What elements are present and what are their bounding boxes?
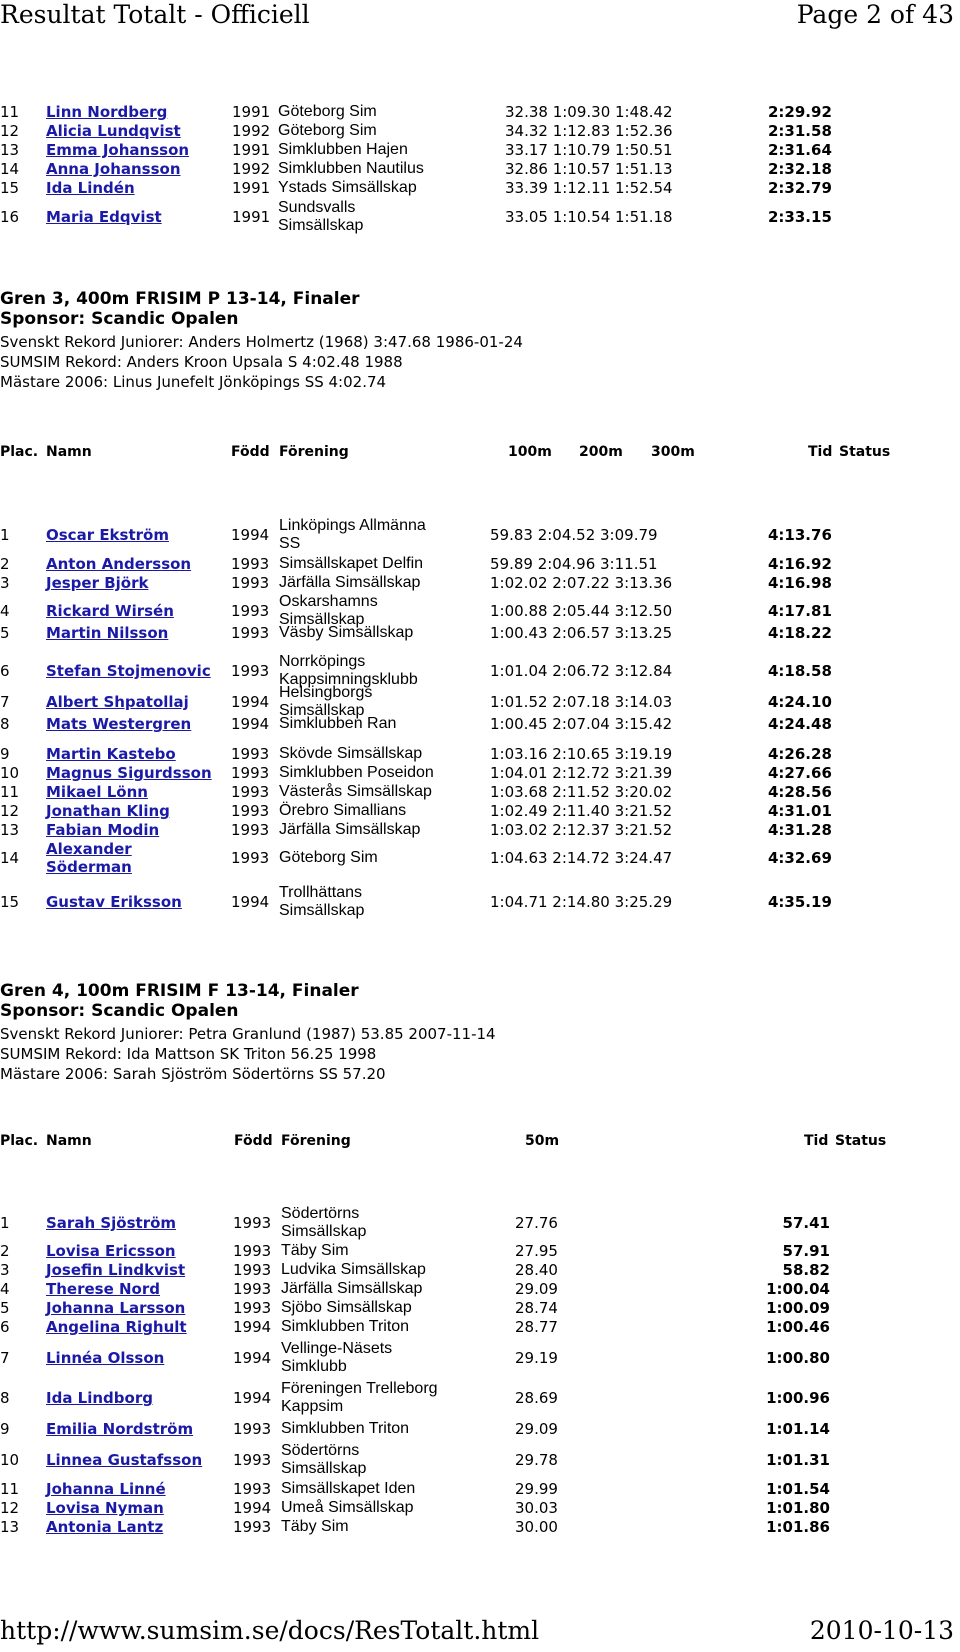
result-row bbox=[0, 1380, 960, 1416]
split-times: 27.76 bbox=[515, 1214, 558, 1232]
club-name: Södertörns bbox=[281, 1205, 360, 1222]
col-300m: 300m bbox=[651, 444, 695, 460]
club-name-line2: Simsällskap bbox=[278, 217, 364, 234]
result-row bbox=[0, 179, 960, 197]
result-row bbox=[0, 1280, 960, 1298]
result-row bbox=[0, 1420, 960, 1438]
result-row bbox=[0, 1299, 960, 1317]
split-times: 27.95 bbox=[515, 1242, 558, 1260]
split-times: 1:03.68 2:11.52 3:20.02 bbox=[490, 783, 673, 801]
result-row bbox=[0, 1242, 960, 1260]
final-time: 4:31.28 bbox=[768, 821, 832, 839]
final-time: 57.41 bbox=[782, 1214, 830, 1232]
result-row bbox=[0, 884, 960, 920]
event-3-sponsor: Sponsor: Scandic Opalen bbox=[0, 309, 239, 329]
athlete-name-link[interactable]: Jesper Björk bbox=[46, 574, 149, 592]
placement: 6 bbox=[0, 662, 10, 680]
birth-year: 1994 bbox=[233, 1318, 272, 1336]
final-time: 2:31.64 bbox=[768, 141, 832, 159]
split-times: 1:00.43 2:06.57 3:13.25 bbox=[490, 624, 673, 642]
birth-year: 1993 bbox=[233, 1518, 272, 1536]
event-4-title: Gren 4, 100m FRISIM F 13-14, Finaler bbox=[0, 981, 359, 1001]
result-row bbox=[0, 802, 960, 820]
placement: 12 bbox=[0, 1499, 20, 1517]
placement: 1 bbox=[0, 526, 10, 544]
final-time: 4:16.98 bbox=[768, 574, 832, 592]
placement: 15 bbox=[0, 893, 20, 911]
birth-year: 1993 bbox=[233, 1214, 272, 1232]
club-name: Göteborg Sim bbox=[278, 103, 377, 120]
split-times: 28.77 bbox=[515, 1318, 558, 1336]
club-name: Järfälla Simsällskap bbox=[281, 1280, 423, 1297]
placement: 15 bbox=[0, 179, 20, 197]
final-time: 1:01.80 bbox=[766, 1499, 830, 1517]
club-name: Ludvika Simsällskap bbox=[281, 1261, 426, 1278]
birth-year: 1993 bbox=[233, 1451, 272, 1469]
placement: 2 bbox=[0, 555, 10, 573]
col-year: Född bbox=[234, 1133, 273, 1149]
split-times: 1:04.63 2:14.72 3:24.47 bbox=[490, 849, 673, 867]
placement: 13 bbox=[0, 141, 20, 159]
club-name: Södertörns bbox=[281, 1442, 360, 1459]
athlete-name-link[interactable]: Linn Nordberg bbox=[46, 103, 168, 121]
col-status: Status bbox=[839, 444, 891, 460]
final-time: 4:16.92 bbox=[768, 555, 832, 573]
col-time: Tid bbox=[808, 444, 833, 460]
birth-year: 1994 bbox=[233, 1389, 272, 1407]
result-row bbox=[0, 1518, 960, 1536]
club-name: Täby Sim bbox=[281, 1518, 349, 1535]
final-time: 4:17.81 bbox=[768, 602, 832, 620]
birth-year: 1994 bbox=[231, 693, 270, 711]
split-times: 34.32 1:12.83 1:52.36 bbox=[505, 122, 673, 140]
placement: 12 bbox=[0, 122, 20, 140]
placement: 13 bbox=[0, 821, 20, 839]
final-time: 57.91 bbox=[782, 1242, 830, 1260]
placement: 14 bbox=[0, 849, 20, 867]
split-times: 28.40 bbox=[515, 1261, 558, 1279]
placement: 12 bbox=[0, 802, 20, 820]
athlete-name-link[interactable]: Emma Johansson bbox=[46, 141, 190, 159]
club-name-line2: Simsällskap bbox=[281, 1460, 367, 1477]
col-100m: 100m bbox=[508, 444, 552, 460]
split-times: 1:00.45 2:07.04 3:15.42 bbox=[490, 715, 673, 733]
result-row bbox=[0, 624, 960, 642]
birth-year: 1991 bbox=[232, 208, 271, 226]
birth-year: 1993 bbox=[231, 764, 270, 782]
col-club: Förening bbox=[281, 1133, 351, 1149]
athlete-name-link[interactable]: Martin Nilsson bbox=[46, 624, 169, 642]
birth-year: 1992 bbox=[232, 160, 271, 178]
athlete-name-link[interactable]: Maria Edqvist bbox=[46, 208, 162, 226]
placement: 1 bbox=[0, 1214, 10, 1232]
athlete-name-link[interactable]: Johanna Larsson bbox=[46, 1299, 186, 1317]
page-title: Resultat Totalt - Officiell bbox=[0, 0, 310, 29]
club-name: Helsingborgs bbox=[279, 684, 373, 701]
final-time: 2:31.58 bbox=[768, 122, 832, 140]
split-times: 30.00 bbox=[515, 1518, 558, 1536]
result-row bbox=[0, 1480, 960, 1498]
athlete-name-link[interactable]: Martin Kastebo bbox=[46, 745, 176, 763]
club-name: Sundsvalls bbox=[278, 199, 356, 216]
event-3-sumsim-record: SUMSIM Rekord: Anders Kroon Upsala S 4:02.48 1988 bbox=[0, 353, 403, 371]
birth-year: 1993 bbox=[233, 1299, 272, 1317]
result-row bbox=[0, 1499, 960, 1517]
result-row bbox=[0, 1340, 960, 1376]
col-year: Född bbox=[231, 444, 270, 460]
result-row bbox=[0, 1205, 960, 1241]
birth-year: 1993 bbox=[233, 1480, 272, 1498]
placement: 4 bbox=[0, 1280, 10, 1298]
split-times: 1:03.02 2:12.37 3:21.52 bbox=[490, 821, 673, 839]
birth-year: 1994 bbox=[233, 1499, 272, 1517]
final-time: 4:35.19 bbox=[768, 893, 832, 911]
final-time: 2:32.79 bbox=[768, 179, 832, 197]
club-name: Ystads Simsällskap bbox=[278, 179, 417, 196]
final-time: 1:00.96 bbox=[766, 1389, 830, 1407]
club-name: Skövde Simsällskap bbox=[279, 745, 423, 762]
final-time: 4:13.76 bbox=[768, 526, 832, 544]
club-name: Norrköpings bbox=[279, 653, 366, 670]
birth-year: 1994 bbox=[231, 715, 270, 733]
placement: 8 bbox=[0, 1389, 10, 1407]
athlete-name-link[interactable]: Ida Lindén bbox=[46, 179, 135, 197]
split-times: 32.38 1:09.30 1:48.42 bbox=[505, 103, 673, 121]
placement: 14 bbox=[0, 160, 20, 178]
page-number: Page 2 of 43 bbox=[796, 0, 954, 29]
event-4-junior-record: Svenskt Rekord Juniorer: Petra Granlund (1987) 53.85 2007-11-14 bbox=[0, 1025, 496, 1043]
split-times: 32.86 1:10.57 1:51.13 bbox=[505, 160, 673, 178]
placement: 4 bbox=[0, 602, 10, 620]
result-row bbox=[0, 199, 960, 235]
split-times: 1:02.02 2:07.22 3:13.36 bbox=[490, 574, 673, 592]
birth-year: 1993 bbox=[231, 624, 270, 642]
birth-year: 1991 bbox=[232, 141, 271, 159]
club-name-line2: Simsällskap bbox=[279, 702, 365, 719]
athlete-name-link[interactable]: Albert Shpatollaj bbox=[46, 693, 189, 711]
club-name: Trollhättans bbox=[279, 884, 362, 901]
split-times: 1:03.16 2:10.65 3:19.19 bbox=[490, 745, 673, 763]
split-times: 1:04.01 2:12.72 3:21.39 bbox=[490, 764, 673, 782]
result-row bbox=[0, 1261, 960, 1279]
result-row bbox=[0, 764, 960, 782]
birth-year: 1994 bbox=[233, 1349, 272, 1367]
club-name: Göteborg Sim bbox=[279, 849, 378, 866]
final-time: 2:32.18 bbox=[768, 160, 832, 178]
club-name-line2: Simsällskap bbox=[279, 611, 365, 628]
placement: 7 bbox=[0, 1349, 10, 1367]
final-time: 1:01.31 bbox=[766, 1451, 830, 1469]
split-times: 1:00.88 2:05.44 3:12.50 bbox=[490, 602, 673, 620]
club-name: Simklubben Poseidon bbox=[279, 764, 434, 781]
event-4-sumsim-record: SUMSIM Rekord: Ida Mattson SK Triton 56.25 1998 bbox=[0, 1045, 377, 1063]
club-name: Täby Sim bbox=[281, 1242, 349, 1259]
athlete-name-link[interactable]: Jonathan Kling bbox=[46, 802, 170, 820]
club-name-line2: Simklubb bbox=[281, 1358, 347, 1375]
club-name: Umeå Simsällskap bbox=[281, 1499, 414, 1516]
placement: 10 bbox=[0, 1451, 20, 1469]
final-time: 1:00.80 bbox=[766, 1349, 830, 1367]
birth-year: 1993 bbox=[233, 1280, 272, 1298]
split-times: 33.05 1:10.54 1:51.18 bbox=[505, 208, 673, 226]
athlete-name-link-line2[interactable]: Söderman bbox=[46, 858, 132, 876]
club-name: Väsby Simsällskap bbox=[279, 624, 414, 641]
athlete-name-link[interactable]: Lovisa Ericsson bbox=[46, 1242, 176, 1260]
club-name: Simsällskapet Iden bbox=[281, 1480, 416, 1497]
club-name: Göteborg Sim bbox=[278, 122, 377, 139]
placement: 9 bbox=[0, 1420, 10, 1438]
final-time: 1:00.04 bbox=[766, 1280, 830, 1298]
result-row bbox=[0, 1442, 960, 1478]
result-row bbox=[0, 783, 960, 801]
final-time: 58.82 bbox=[782, 1261, 830, 1279]
birth-year: 1993 bbox=[231, 662, 270, 680]
athlete-name-link[interactable]: Mats Westergren bbox=[46, 715, 192, 733]
club-name: Simklubben Nautilus bbox=[278, 160, 424, 177]
birth-year: 1994 bbox=[231, 526, 270, 544]
split-times: 28.74 bbox=[515, 1299, 558, 1317]
athlete-name-link[interactable]: Rickard Wirsén bbox=[46, 602, 174, 620]
final-time: 4:32.69 bbox=[768, 849, 832, 867]
athlete-name-link[interactable]: Anton Andersson bbox=[46, 555, 192, 573]
placement: 11 bbox=[0, 1480, 20, 1498]
placement: 3 bbox=[0, 1261, 10, 1279]
athlete-name-link[interactable]: Gustav Eriksson bbox=[46, 893, 182, 911]
club-name-line2: Simsällskap bbox=[281, 1223, 367, 1240]
result-row bbox=[0, 103, 960, 121]
final-time: 4:31.01 bbox=[768, 802, 832, 820]
col-time: Tid bbox=[804, 1133, 829, 1149]
event-4-champion: Mästare 2006: Sarah Sjöström Södertörns SS 57.20 bbox=[0, 1065, 386, 1083]
club-name: Simklubben Triton bbox=[281, 1420, 410, 1437]
club-name-line2: Kappsimningsklubb bbox=[279, 671, 418, 688]
result-row bbox=[0, 574, 960, 592]
col-200m: 200m bbox=[579, 444, 623, 460]
split-times: 59.83 2:04.52 3:09.79 bbox=[490, 526, 658, 544]
athlete-name-link[interactable]: Antonia Lantz bbox=[46, 1518, 164, 1536]
final-time: 1:01.54 bbox=[766, 1480, 830, 1498]
col-status: Status bbox=[835, 1133, 887, 1149]
split-times: 29.09 bbox=[515, 1420, 558, 1438]
event-3-champion: Mästare 2006: Linus Junefelt Jönköpings SS 4:02.74 bbox=[0, 373, 387, 391]
result-row bbox=[0, 517, 960, 553]
club-name: Simklubben Triton bbox=[281, 1318, 410, 1335]
split-times: 29.09 bbox=[515, 1280, 558, 1298]
athlete-name-link[interactable]: Johanna Linné bbox=[46, 1480, 166, 1498]
athlete-name-link[interactable]: Emilia Nordström bbox=[46, 1420, 194, 1438]
placement: 8 bbox=[0, 715, 10, 733]
birth-year: 1993 bbox=[231, 802, 270, 820]
athlete-name-link[interactable]: Ida Lindborg bbox=[46, 1389, 153, 1407]
birth-year: 1992 bbox=[232, 122, 271, 140]
athlete-name-link[interactable]: Magnus Sigurdsson bbox=[46, 764, 212, 782]
result-row bbox=[0, 160, 960, 178]
club-name: Örebro Simallians bbox=[279, 802, 407, 819]
birth-year: 1993 bbox=[233, 1261, 272, 1279]
placement: 6 bbox=[0, 1318, 10, 1336]
result-row bbox=[0, 821, 960, 839]
club-name: Järfälla Simsällskap bbox=[279, 574, 421, 591]
col-plac: Plac. bbox=[0, 1133, 39, 1149]
birth-year: 1993 bbox=[231, 574, 270, 592]
result-row bbox=[0, 1318, 960, 1336]
split-times: 1:04.71 2:14.80 3:25.29 bbox=[490, 893, 673, 911]
athlete-name-link[interactable]: Mikael Lönn bbox=[46, 783, 148, 801]
athlete-name-link[interactable]: Angelina Righult bbox=[46, 1318, 187, 1336]
club-name: Linköpings Allmänna bbox=[279, 517, 426, 534]
placement: 11 bbox=[0, 103, 20, 121]
col-club: Förening bbox=[279, 444, 349, 460]
athlete-name-link[interactable]: Fabian Modin bbox=[46, 821, 160, 839]
final-time: 1:00.46 bbox=[766, 1318, 830, 1336]
birth-year: 1993 bbox=[231, 783, 270, 801]
placement: 5 bbox=[0, 1299, 10, 1317]
placement: 5 bbox=[0, 624, 10, 642]
final-time: 4:28.56 bbox=[768, 783, 832, 801]
placement: 7 bbox=[0, 693, 10, 711]
birth-year: 1993 bbox=[233, 1242, 272, 1260]
event-3-junior-record: Svenskt Rekord Juniorer: Anders Holmertz (1968) 3:47.68 1986-01-24 bbox=[0, 333, 523, 351]
split-times: 1:01.52 2:07.18 3:14.03 bbox=[490, 693, 673, 711]
birth-year: 1991 bbox=[232, 179, 271, 197]
result-row bbox=[0, 141, 960, 159]
athlete-name-link[interactable]: Alicia Lundqvist bbox=[46, 122, 181, 140]
placement: 2 bbox=[0, 1242, 10, 1260]
placement: 16 bbox=[0, 208, 20, 226]
result-row bbox=[0, 745, 960, 763]
club-name-line2: Kappsim bbox=[281, 1398, 344, 1415]
split-times: 33.17 1:10.79 1:50.51 bbox=[505, 141, 673, 159]
footer-url: http://www.sumsim.se/docs/ResTotalt.html bbox=[0, 1616, 540, 1645]
final-time: 4:26.28 bbox=[768, 745, 832, 763]
club-name: Järfälla Simsällskap bbox=[279, 821, 421, 838]
result-row bbox=[0, 122, 960, 140]
birth-year: 1993 bbox=[231, 745, 270, 763]
placement: 10 bbox=[0, 764, 20, 782]
athlete-name-link[interactable]: Oscar Ekström bbox=[46, 526, 169, 544]
club-name: Föreningen Trelleborg bbox=[281, 1380, 438, 1397]
athlete-name-link[interactable]: Josefin Lindkvist bbox=[46, 1261, 186, 1279]
birth-year: 1993 bbox=[231, 821, 270, 839]
final-time: 4:24.10 bbox=[768, 693, 832, 711]
birth-year: 1993 bbox=[231, 849, 270, 867]
split-times: 59.89 2:04.96 3:11.51 bbox=[490, 555, 658, 573]
col-plac: Plac. bbox=[0, 444, 39, 460]
col-name: Namn bbox=[46, 1133, 92, 1149]
final-time: 1:01.14 bbox=[766, 1420, 830, 1438]
col-name: Namn bbox=[46, 444, 92, 460]
birth-year: 1991 bbox=[232, 103, 271, 121]
final-time: 1:00.09 bbox=[766, 1299, 830, 1317]
result-row bbox=[0, 555, 960, 573]
split-times: 33.39 1:12.11 1:52.54 bbox=[505, 179, 673, 197]
result-row bbox=[0, 715, 960, 733]
final-time: 2:29.92 bbox=[768, 103, 832, 121]
col-50m: 50m bbox=[525, 1133, 560, 1149]
placement: 3 bbox=[0, 574, 10, 592]
final-time: 4:18.22 bbox=[768, 624, 832, 642]
final-time: 4:27.66 bbox=[768, 764, 832, 782]
club-name-line2: SS bbox=[279, 535, 301, 552]
club-name: Västerås Simsällskap bbox=[279, 783, 432, 800]
athlete-name-link[interactable]: Linnéa Olsson bbox=[46, 1349, 165, 1367]
athlete-name-link[interactable]: Stefan Stojmenovic bbox=[46, 662, 211, 680]
final-time: 4:24.48 bbox=[768, 715, 832, 733]
athlete-name-link[interactable]: Therese Nord bbox=[46, 1280, 160, 1298]
split-times: 1:01.04 2:06.72 3:12.84 bbox=[490, 662, 673, 680]
final-time: 2:33.15 bbox=[768, 208, 832, 226]
club-name: Simklubben Hajen bbox=[278, 141, 408, 158]
event-3-title: Gren 3, 400m FRISIM P 13-14, Finaler bbox=[0, 289, 360, 309]
club-name: Simsällskapet Delfin bbox=[279, 555, 424, 572]
club-name: Simklubben Ran bbox=[279, 715, 397, 732]
final-time: 4:18.58 bbox=[768, 662, 832, 680]
club-name-line2: Simsällskap bbox=[279, 902, 365, 919]
birth-year: 1993 bbox=[231, 555, 270, 573]
split-times: 29.19 bbox=[515, 1349, 558, 1367]
club-name: Oskarshamns bbox=[279, 593, 378, 610]
athlete-name-link[interactable]: Sarah Sjöström bbox=[46, 1214, 177, 1232]
club-name: Vellinge-Näsets bbox=[281, 1340, 393, 1357]
birth-year: 1993 bbox=[233, 1420, 272, 1438]
club-name: Sjöbo Simsällskap bbox=[281, 1299, 412, 1316]
athlete-name-link[interactable]: Alexander bbox=[46, 840, 132, 858]
split-times: 29.99 bbox=[515, 1480, 558, 1498]
event-4-sponsor: Sponsor: Scandic Opalen bbox=[0, 1001, 239, 1021]
athlete-name-link[interactable]: Anna Johansson bbox=[46, 160, 181, 178]
split-times: 1:02.49 2:11.40 3:21.52 bbox=[490, 802, 673, 820]
placement: 9 bbox=[0, 745, 10, 763]
athlete-name-link[interactable]: Lovisa Nyman bbox=[46, 1499, 164, 1517]
birth-year: 1993 bbox=[231, 602, 270, 620]
athlete-name-link[interactable]: Linnea Gustafsson bbox=[46, 1451, 203, 1469]
birth-year: 1994 bbox=[231, 893, 270, 911]
footer-date: 2010-10-13 bbox=[809, 1616, 954, 1645]
split-times: 29.78 bbox=[515, 1451, 558, 1469]
placement: 13 bbox=[0, 1518, 20, 1536]
split-times: 28.69 bbox=[515, 1389, 558, 1407]
result-row bbox=[0, 840, 960, 876]
final-time: 1:01.86 bbox=[766, 1518, 830, 1536]
placement: 11 bbox=[0, 783, 20, 801]
split-times: 30.03 bbox=[515, 1499, 558, 1517]
